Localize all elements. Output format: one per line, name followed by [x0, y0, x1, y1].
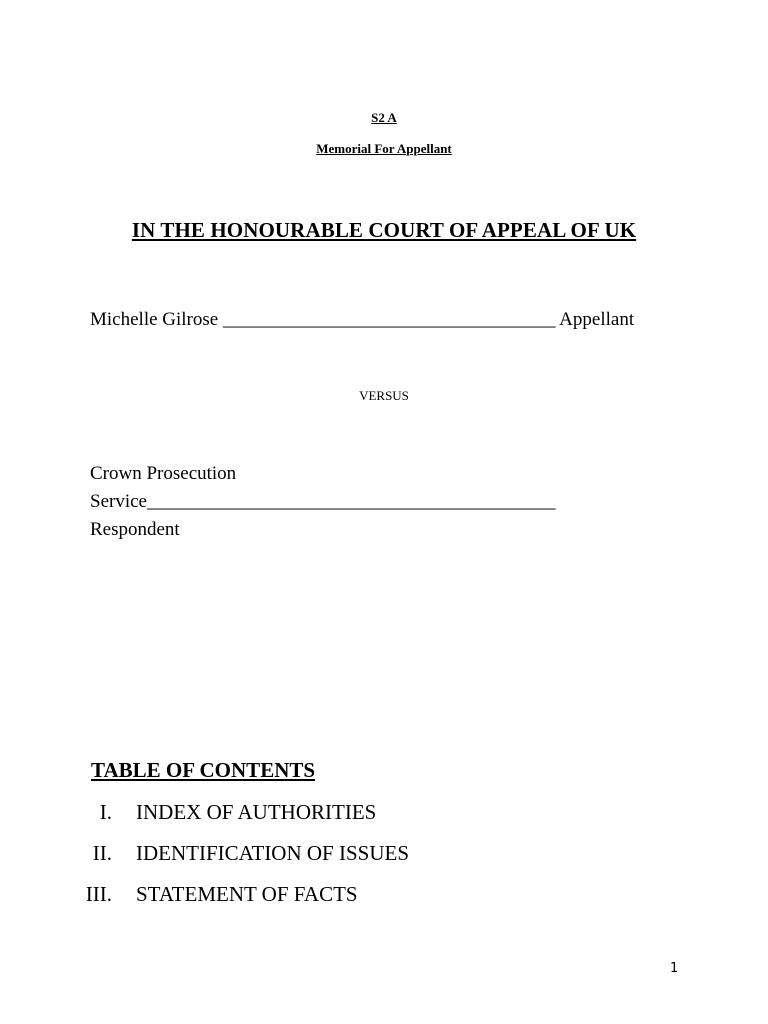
toc-title: TABLE OF CONTENTS: [91, 758, 316, 782]
toc-item-label: STATEMENT OF FACTS: [136, 882, 358, 906]
versus-label: VERSUS: [359, 388, 409, 403]
toc-item-number: I.: [99, 800, 112, 824]
toc-item: [0, 841, 768, 882]
page-number: 1: [670, 961, 679, 976]
toc-item: [0, 882, 768, 923]
document-code: S2 A: [371, 110, 397, 125]
respondent-role: Respondent: [90, 519, 180, 540]
toc-item-label: IDENTIFICATION OF ISSUES: [136, 841, 410, 865]
document-subtitle: Memorial For Appellant: [316, 141, 452, 156]
toc-list: [0, 800, 768, 923]
toc-item: [0, 800, 768, 841]
toc-item-label: INDEX OF AUTHORITIES: [136, 800, 377, 824]
respondent-name-line2: Service___________________________________________: [90, 491, 556, 512]
appellant-role: Appellant: [559, 309, 635, 330]
appellant-underline: ___________________________________: [222, 309, 556, 330]
appellant-line: [90, 309, 690, 331]
toc-item-number: II.: [92, 841, 112, 865]
respondent-name-line1: Crown Prosecution: [90, 463, 237, 484]
appellant-name: Michelle Gilrose: [90, 309, 219, 330]
respondent-block: [90, 460, 555, 544]
toc-item-number: III.: [85, 882, 112, 906]
court-title: IN THE HONOURABLE COURT OF APPEAL OF UK: [131, 218, 637, 242]
